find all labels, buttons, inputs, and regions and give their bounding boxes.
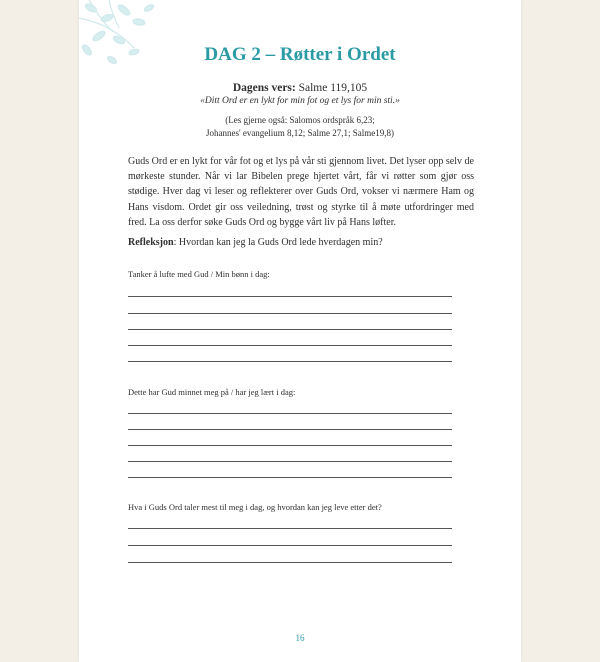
writing-line[interactable] xyxy=(128,562,452,563)
verse-label: Dagens vers: xyxy=(232,82,296,94)
workbook-page xyxy=(79,0,521,662)
application-prompt: Hva i Guds Ord taler mest til meg i dag, og hvordan kan jeg leve etter det? xyxy=(128,502,382,512)
writing-line[interactable] xyxy=(128,296,452,297)
verse-quote: «Ditt Ord er en lykt for min fot og et lys for min sti.» xyxy=(200,96,400,106)
prayer-prompt: Tanker å lufte med Gud / Min bønn i dag: xyxy=(128,269,270,279)
page-title: DAG 2 – Røtter i Ordet xyxy=(204,44,396,65)
writing-line[interactable] xyxy=(128,413,452,414)
verse-reference: Salme 119,105 xyxy=(295,82,368,94)
writing-line[interactable] xyxy=(128,361,452,362)
page-number: 16 xyxy=(295,633,305,643)
writing-line[interactable] xyxy=(128,429,452,430)
writing-line[interactable] xyxy=(128,345,452,346)
writing-line[interactable] xyxy=(128,313,452,314)
additional-readings xyxy=(79,114,521,140)
reflection-label: Refleksjon xyxy=(128,237,174,248)
writing-line[interactable] xyxy=(128,445,452,446)
reflection-question xyxy=(128,237,474,248)
reflection-text: : Hvordan kan jeg la Guds Ord lede hverdagen min? xyxy=(173,237,383,248)
learned-prompt: Dette har Gud minnet meg på / har jeg lært i dag: xyxy=(128,387,296,397)
writing-line[interactable] xyxy=(128,528,452,529)
verse-heading xyxy=(79,82,521,94)
writing-line[interactable] xyxy=(128,477,452,478)
additional-readings-line-2: Johannes' evangelium 8,12; Salme 27,1; Salme19,8) xyxy=(205,128,395,138)
writing-line[interactable] xyxy=(128,329,452,330)
writing-line[interactable] xyxy=(128,461,452,462)
additional-readings-line-1: (Les gjerne også: Salomos ordspråk 6,23; xyxy=(225,115,375,125)
devotional-text: Guds Ord er en lykt for vår fot og et lys på vår sti gjennom livet. Det lyser opp selv de mørkeste stunder. Når vi lar Bibelen prege hjertet vårt, får vi røtter som gjør oss stødige. Hver dag vi leser og reflekterer over Guds Ord, vokser vi nærmere Ham og Hans visdom. Ordet gir oss veiledning, trøst og styrke til å møte utfordringer med fred. La oss derfor søke Guds Ord og bygge vårt liv på Hans løfter. xyxy=(128,156,474,228)
writing-line[interactable] xyxy=(128,545,452,546)
